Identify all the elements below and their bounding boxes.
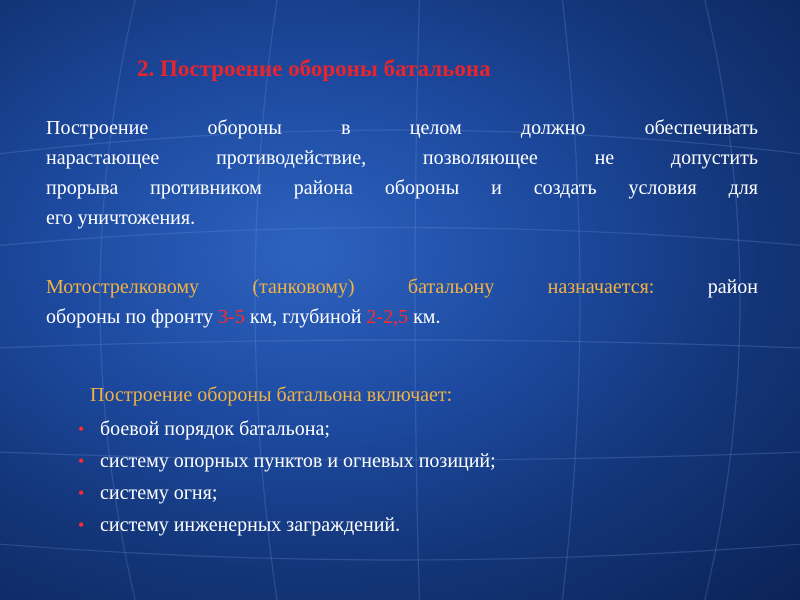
assignment-highlight: Мотострелковому (танковому) батальону назначается: [46, 276, 655, 298]
list-item-text: систему опорных пунктов и огневых позиций; [100, 450, 496, 472]
list-item [78, 445, 496, 477]
assignment-text: км, глубиной [244, 306, 367, 328]
bullet-icon: • [78, 483, 85, 503]
slide-title: 2. Построение обороны батальона [137, 56, 491, 81]
intro-line: Построение обороны в целом должно обеспечивать [46, 117, 758, 139]
bullet-icon: • [78, 515, 85, 535]
assignment-text: обороны по фронту [46, 306, 219, 328]
front-width-value: 3-5 [218, 306, 245, 328]
intro-line: его уничтожения. [46, 207, 196, 229]
list-item-text: систему инженерных заграждений. [100, 514, 401, 536]
components-list [78, 413, 496, 541]
assignment-line-1 [46, 272, 758, 302]
assignment-paragraph [46, 272, 758, 332]
intro-line: нарастающее противодействие, позволяющее не допустить [46, 147, 758, 169]
intro-paragraph [46, 113, 758, 233]
assignment-line-2 [46, 302, 758, 332]
bullet-icon: • [78, 419, 85, 439]
depth-value: 2-2,5 [366, 306, 409, 328]
list-item [78, 477, 496, 509]
list-item-text: боевой порядок батальона; [100, 418, 330, 440]
list-item-text: систему огня; [100, 482, 218, 504]
includes-heading: Построение обороны батальона включает: [90, 384, 453, 406]
list-item [78, 413, 496, 445]
list-item [78, 509, 496, 541]
assignment-text: район [654, 276, 758, 298]
assignment-text: км. [408, 306, 441, 328]
bullet-icon: • [78, 451, 85, 471]
intro-line: прорыва противником района обороны и создать условия для [46, 177, 758, 199]
